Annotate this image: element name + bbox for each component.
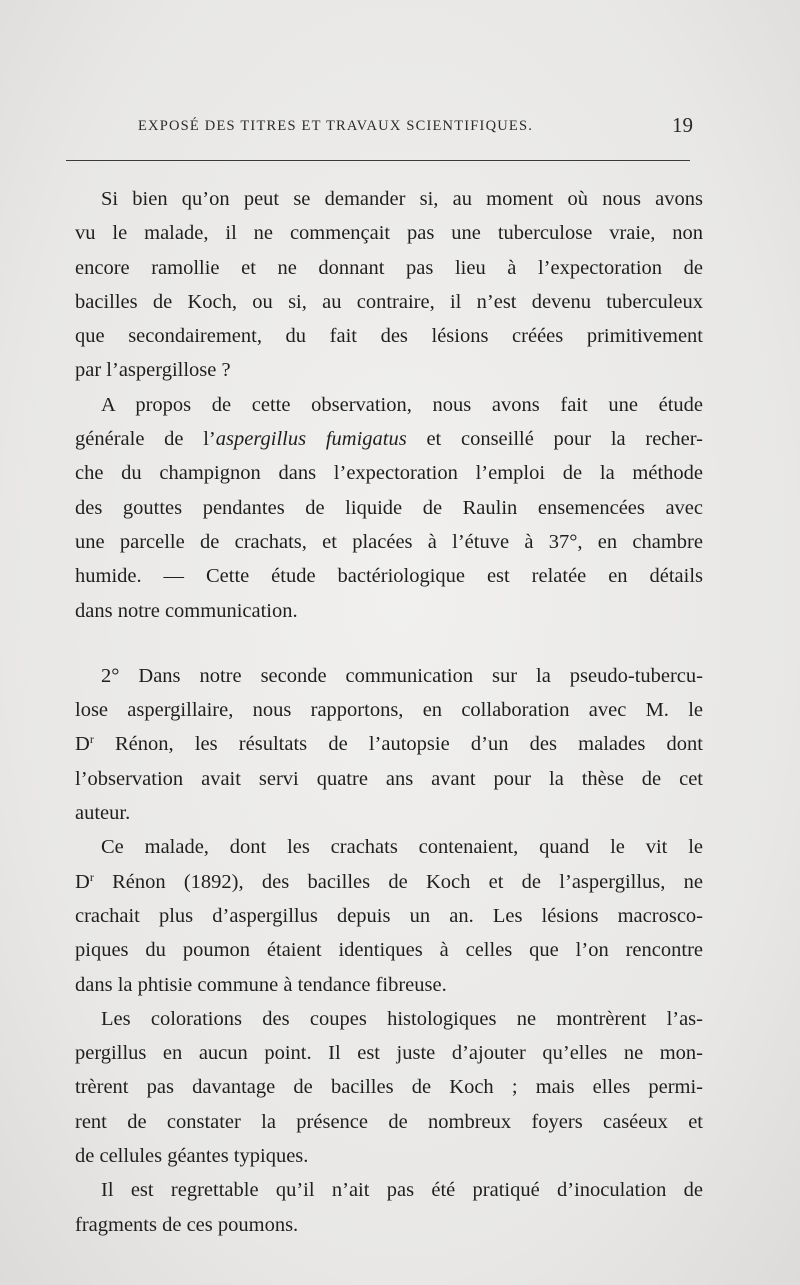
superscript: r: [89, 869, 94, 884]
running-title: EXPOSÉ DES TITRES ET TRAVAUX SCIENTIFIQUES.: [138, 118, 534, 134]
text-line: [75, 422, 703, 456]
text-line: che du champignon dans l’expectoration l’emploi de la méthode: [75, 462, 703, 485]
text-line: bacilles de Koch, ou si, au contraire, il n’est devenu tuberculeux: [75, 290, 703, 313]
text-line: humide. — Cette étude bactériologique est relatée en détails: [75, 565, 703, 588]
text-line: fragments de ces poumons.: [75, 1213, 299, 1236]
text-line: piques du poumon étaient identiques à celles que l’on rencontre: [75, 939, 703, 962]
paragraph-5: [75, 1002, 703, 1173]
text-line: de cellules géantes typiques.: [75, 1145, 309, 1168]
text-line: pergillus en aucun point. Il est juste d’ajouter qu’elles ne mon-: [75, 1042, 703, 1065]
superscript: r: [89, 732, 94, 747]
text-line: l’observation avait servi quatre ans avant pour la thèse de cet: [75, 767, 703, 790]
text-fragment: Rénon, les résultats de l’autopsie d’un des malades dont: [93, 733, 703, 756]
header-rule: [66, 160, 690, 161]
text-line: dans notre communication.: [75, 599, 298, 622]
text-fragment: D: [75, 870, 90, 893]
page-number: 19: [672, 113, 693, 137]
paragraph-4: [75, 830, 703, 1001]
text-line: auteur.: [75, 802, 131, 825]
text-line: [75, 727, 703, 761]
paragraph-2: [75, 388, 703, 628]
text-line: Si bien qu’on peut se demander si, au moment où nous avons: [101, 188, 703, 210]
text-line: une parcelle de crachats, et placées à l’étuve à 37°, en chambre: [75, 530, 703, 553]
text-line: Les colorations des coupes histologiques ne montrèrent l’as-: [101, 1007, 703, 1030]
paragraph-3: [75, 659, 703, 830]
text-line: [75, 865, 703, 899]
text-fragment: Rénon (1892), des bacilles de Koch et de l’aspergillus, ne: [93, 870, 703, 893]
text-line: dans la phtisie commune à tendance fibreuse.: [75, 973, 447, 996]
text-line: par l’aspergillose ?: [75, 359, 231, 382]
text-line: rent de constater la présence de nombreux foyers caséeux et: [75, 1110, 703, 1133]
paragraph-1: [75, 182, 703, 388]
text-line: des gouttes pendantes de liquide de Raulin ensemencées avec: [75, 496, 703, 519]
text-line: vu le malade, il ne commençait pas une tuberculose vraie, non: [75, 222, 703, 245]
text-line: lose aspergillaire, nous rapportons, en collaboration avec M. le: [75, 699, 703, 722]
text-line: 2° Dans notre seconde communication sur la pseudo-tubercu-: [101, 664, 703, 687]
italic-species-name: aspergillus fumigatus: [215, 428, 407, 451]
text-fragment: générale de l’: [75, 428, 216, 451]
text-fragment: D: [75, 733, 90, 756]
text-line: encore ramollie et ne donnant pas lieu à l’expectoration de: [75, 256, 703, 279]
text-fragment: et conseillé pour la recher-: [406, 428, 703, 451]
body-text: [75, 182, 703, 1242]
paragraph-6: [75, 1173, 703, 1242]
text-line: que secondairement, du fait des lésions créées primitivement: [75, 325, 703, 348]
text-line: Il est regrettable qu’il n’ait pas été pratiqué d’inoculation de: [101, 1179, 703, 1202]
text-line: A propos de cette observation, nous avons fait une étude: [101, 393, 703, 416]
text-line: Ce malade, dont les crachats contenaient, quand le vit le: [101, 836, 703, 859]
text-line: trèrent pas davantage de bacilles de Koch ; mais elles permi-: [75, 1076, 703, 1099]
text-line: crachait plus d’aspergillus depuis un an. Les lésions macrosco-: [75, 904, 703, 927]
